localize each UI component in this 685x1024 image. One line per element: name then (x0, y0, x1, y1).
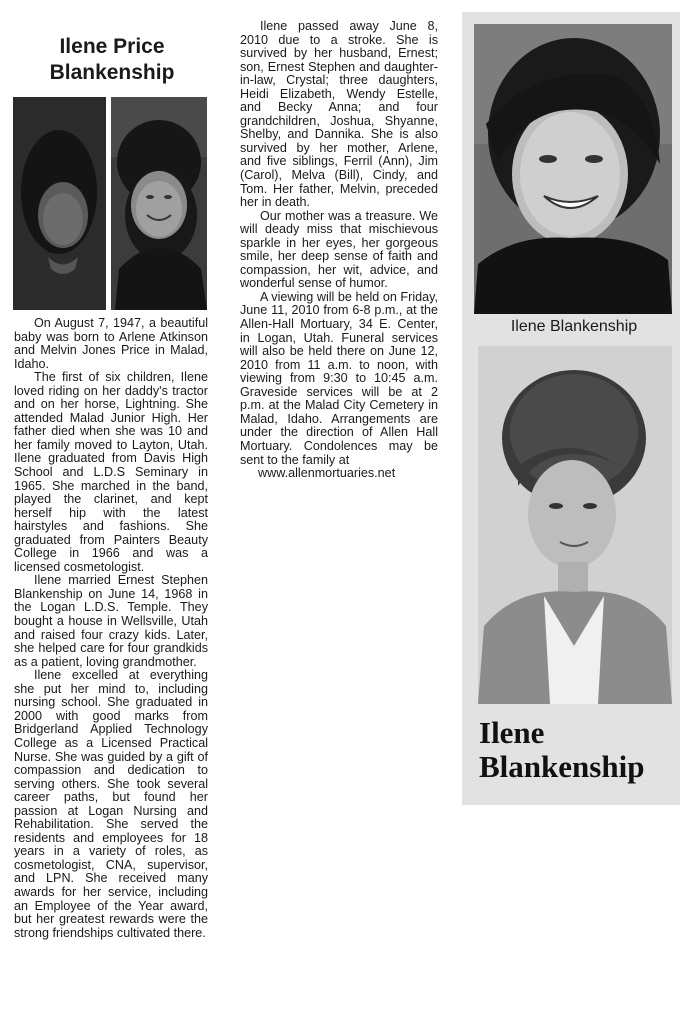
obituary-column-2 (240, 20, 438, 481)
headline-line-2: Blankenship (49, 61, 175, 84)
paragraph-tribute: Our mother was a treasure. We will deady miss that mischievous sparkle in her eyes, her gorgeous smile, her deep sense of faith and compassion, her wit, advice, and wonderful sense of humor. (240, 208, 438, 291)
obituary-column-1 (14, 317, 208, 940)
sidebar-photo-recent (474, 24, 672, 314)
sidebar-photo-caption: Ilene Blankenship (510, 318, 638, 335)
paragraph-birth: On August 7, 1947, a beautiful baby was born to Arlene Atkinson and Melvin Jones Price in Malad, Idaho. (14, 316, 208, 371)
portrait-photo-left (13, 97, 106, 310)
sidebar-name-line-1: Ilene (479, 715, 545, 750)
sidebar-photo-young (478, 346, 672, 704)
obituary-headline (14, 34, 210, 86)
paragraph-marriage: Ilene married Ernest Stephen Blankenship on June 14, 1968 in the Logan L.D.S. Temple. They bought a house in Wellsville, Utah and raised four crazy kids. Later, she helped care for four grandkids as a patient, loving grandmother. (14, 573, 208, 669)
paragraph-childhood: The first of six children, Ilene loved riding on her daddy's tractor and on her horse, Lightning. She attended Malad Junior High. Her father died when she was 10 and her family moved to Layton, Utah. Ilene graduated from Davis High School and L.D.S Seminary in 1965. She marched in the band, played the clarinet, and kept herself hip with the latest hairstyles and fashions. She graduated from Painters Beauty College in 1966 and was a licensed cosmetologist. (14, 370, 208, 574)
paragraph-services: A viewing will be held on Friday, June 11, 2010 from 6-8 p.m., at the Allen-Hall Mortuary, 34 E. Center, in Logan, Utah. Funeral services will also be held there on June 12, 2010 from 11 a.m. to noon, with viewing from 9:30 to 10:45 a.m. Graveside services will be at 2 p.m. at the Malad City Cemetery in Malad, Idaho. Arrangements are under the direction of Allen Hall Mortuary. Condolences may be sent to the family at (240, 289, 438, 467)
headline-line-1: Ilene Price (59, 35, 165, 58)
sidebar-name-line-2: Blankenship (479, 749, 645, 784)
sidebar-name (479, 716, 679, 784)
portrait-photo-right (111, 97, 207, 310)
mortuary-website[interactable]: www.allenmortuaries.net (258, 466, 396, 481)
paragraph-survivors: Ilene passed away June 8, 2010 due to a stroke. She is survived by her husband, Ernest; son, Ernest Stephen and daughter-in-law, Crystal; three daughters, Heidi Elizabeth, Wendy Estelle, and Becky Anna; and four grandchildren, Joshua, Shyanne, Shelby, and Dannika. She is also survived by her mother, Arlene, and five siblings, Ferril (Ann), Jim (Carol), Melva (Bill), Cindy, and Tom. Her father, Melvin, preceded her in death. (240, 19, 438, 210)
paragraph-career: Ilene excelled at everything she put her mind to, including nursing school. She graduated in 2000 with good marks from Bridgerland Applied Technology College as a Licensed Practical Nurse. She was guided by a gift of compassion and dedication to serving others. She took several career paths, but found her passion at Logan Nursing and Rehabilitation. She served the residents and employees for 18 years in a variety of roles, as cosmetologist, CNA, supervisor, and LPN. She received many awards for her service, including an Employee of the Year award, but her greatest rewards were the strong friendships cultivated there. (14, 668, 208, 940)
